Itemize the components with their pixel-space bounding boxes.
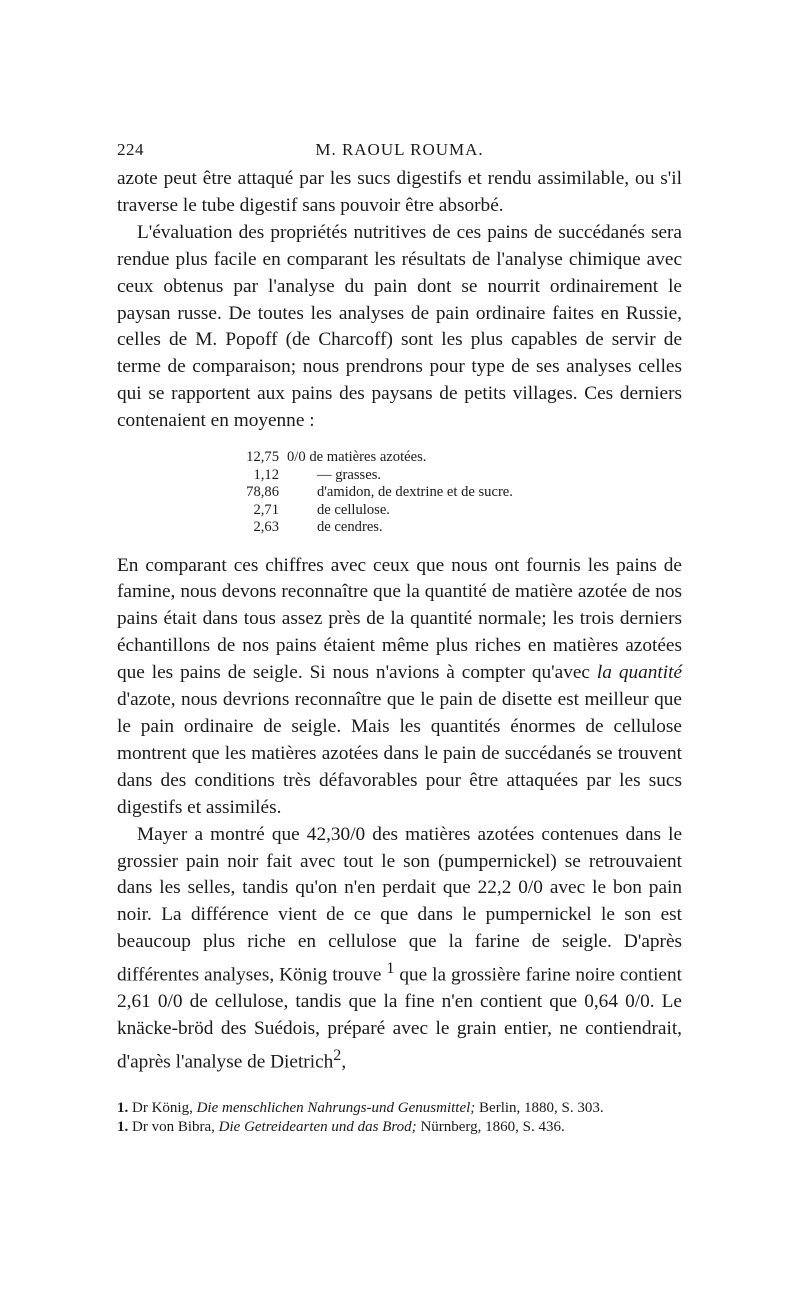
book-page <box>117 140 682 1137</box>
paragraph-1: azote peut être attaqué par les sucs digestifs et rendu assimilable, ou s'il traverse le tube digestif sans pouvoir être absorbé. <box>117 168 682 216</box>
composition-label: 0/0 de matières azotées. <box>287 449 427 466</box>
composition-table <box>197 449 682 537</box>
composition-label: d'amidon, de dextrine et de sucre. <box>317 484 513 501</box>
composition-row <box>197 467 682 485</box>
paragraph-2: L'évaluation des propriétés nutritives de ces pains de succédanés sera rendue plus facile en comparant les résultats de l'analyse chimique avec ceux obtenus par l'analyse du pain dont se nourrit ordinairement le paysan russe. De toutes les analyses de pain ordinaire faites en Russie, celles de M. Popoff (de Charcoff) sont les plus capables de servir de terme de comparaison; nous prendrons pour type de ses analyses celles qui se rapportent aux pains des paysans de petits villages. Ces derniers contenaient en moyenne : <box>117 221 682 432</box>
paragraph-3: En comparant ces chiffres avec ceux que nous ont fournis les pains de famine, nous devons reconnaître que la quantité de matière azotée de nos pains était dans tous assez près de la quantité normale; les trois derniers échantillons de nos pains étaient même plus riches en matières azotées que les pains de seigle. Si nous n'avions à compter qu'avec la quantité d'azote, nous devrions reconnaître que le pain de disette est meilleur que le pain ordinaire de seigle. Mais les quantités énormes de cellulose montrent que les matières azotées dans le pain de succédanés se trouvent dans des conditions très défavorables pour être attaquées par les sucs digestifs et assimilés. <box>117 554 683 818</box>
composition-row <box>197 502 682 520</box>
running-title: M. RAOUL ROUMA. <box>315 140 484 159</box>
composition-value: 2,71 <box>253 501 279 518</box>
composition-value: 12,75 <box>246 449 279 466</box>
composition-unit: 0/0 <box>287 449 306 466</box>
emphasis-text: la quantité <box>596 662 683 684</box>
composition-value: 2,63 <box>253 519 279 536</box>
footnote-ref-2[interactable]: 2 <box>333 1047 342 1065</box>
composition-value: 78,86 <box>246 484 279 501</box>
composition-value: 1,12 <box>253 466 279 483</box>
footnotes <box>117 1099 682 1137</box>
composition-row <box>197 449 682 467</box>
composition-label: de cendres. <box>317 519 383 536</box>
footnote-2: 1. Dr von Bibra, Die Getreidearten und das Brod; Nürnberg, 1860, S. 436. <box>117 1118 565 1135</box>
footnote-ref-1[interactable]: 1 <box>386 960 395 978</box>
page-number: 224 <box>117 140 144 159</box>
footnote-1: 1. Dr König, Die menschlichen Nahrungs-und Genusmittel; Berlin, 1880, S. 303. <box>117 1099 604 1116</box>
composition-row <box>197 519 682 537</box>
page-header <box>117 140 682 166</box>
composition-label: de cellulose. <box>317 501 390 518</box>
paragraph-4: Mayer a montré que 42,30/0 des matières azotées contenues dans le grossier pain noir fait avec tout le son (pumpernickel) se retrouvaient dans les selles, tandis qu'on n'en perdait que 22,2 0/0 avec le bon pain noir. La différence vient de ce que dans le pumpernickel le son est beaucoup plus riche en cellulose que la farine de seigle. D'après différentes analyses, König trouve $^1$ que la grossière farine noire contient 2,61 0/0 de cellulose, tandis que la fine n'en contient que 0,64 0/0. Le knäcke-bröd des Suédois, préparé avec le grain entier, ne contiendrait, d'après l'analyse de Dietrich$^2$, <box>117 823 682 1073</box>
composition-row <box>197 484 682 502</box>
composition-label: — grasses. <box>317 466 382 483</box>
